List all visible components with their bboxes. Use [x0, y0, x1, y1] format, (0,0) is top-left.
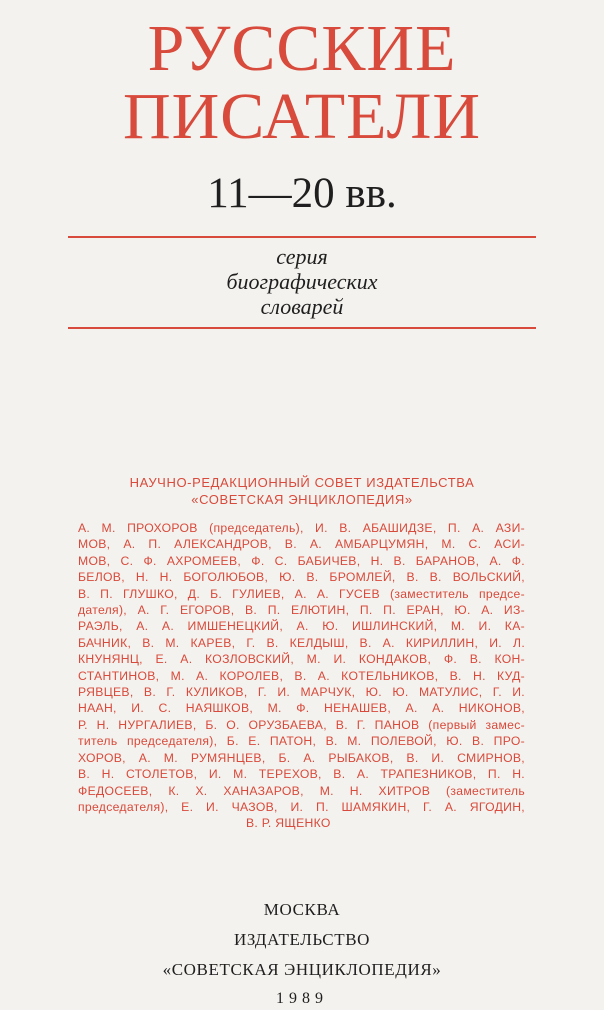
- members-line: А. М. ПРОХОРОВ (председатель), И. В. АБАШИДЗЕ, П. А. АЗИ-: [78, 521, 525, 535]
- members-line: В. Н. СТОЛЕТОВ, И. М. ТЕРЕХОВ, В. А. ТРАПЕЗНИКОВ, П. Н.: [78, 767, 525, 782]
- members-line: РАЭЛЬ, А. А. ИМШЕНЕЦКИЙ, А. Ю. ИШЛИНСКИЙ, М. И. КА-: [78, 619, 525, 634]
- members-line: НААН, И. С. НАЯШКОВ, М. Ф. НЕНАШЕВ, А. А. НИКОНОВ,: [78, 701, 525, 716]
- members-line: ХОРОВ, А. М. РУМЯНЦЕВ, Б. А. РЫБАКОВ, В. И. СМИРНОВ,: [78, 750, 525, 765]
- series-caption: [0, 244, 604, 319]
- members-line: МОВ, А. П. АЛЕКСАНДРОВ, В. А. АМБАРЦУМЯН, М. С. АСИ-: [78, 537, 525, 552]
- series-line-2: биографических: [226, 269, 378, 294]
- bottom-divider: [68, 327, 536, 329]
- main-title-line-2: ПИСАТЕЛИ: [122, 80, 482, 153]
- top-divider: [68, 236, 536, 238]
- main-title-line-1: РУССКИЕ: [147, 12, 457, 85]
- members-line: В. П. ГЛУШКО, Д. Б. ГУЛИЕВ, А. А. ГУСЕВ (заместитель предсе-: [78, 586, 525, 601]
- members-line: В. Р. ЯЩЕНКО: [246, 816, 331, 831]
- series-line-1: серия: [276, 244, 328, 269]
- members-line: дателя), А. Г. ЕГОРОВ, В. П. ЕЛЮТИН, П. П. ЕРАН, Ю. А. ИЗ-: [78, 603, 525, 618]
- council-heading-line-2: «СОВЕТСКАЯ ЭНЦИКЛОПЕДИЯ»: [191, 492, 413, 507]
- members-line: Р. Н. НУРГАЛИЕВ, Б. О. ОРУЗБАЕВА, В. Г. ПАНОВ (первый замес-: [78, 717, 525, 732]
- council-members: [78, 520, 525, 832]
- members-line: ФЕДОСЕЕВ, К. Х. ХАНАЗАРОВ, М. Н. ХИТРОВ (заместитель: [78, 783, 525, 798]
- publisher-name: «СОВЕТСКАЯ ЭНЦИКЛОПЕДИЯ»: [162, 960, 442, 979]
- members-line: СТАНТИНОВ, М. А. КОРОЛЕВ, В. А. КОТЕЛЬНИКОВ, В. Н. КУД-: [78, 668, 525, 683]
- publication-year: 1989: [276, 990, 328, 1007]
- members-line: БЕЛОВ, Н. Н. БОГОЛЮБОВ, Ю. В. БРОМЛЕЙ, В. В. ВОЛЬСКИЙ,: [78, 570, 525, 585]
- publisher-city: МОСКВА: [263, 900, 341, 919]
- members-line: МОВ, С. Ф. АХРОМЕЕВ, Ф. С. БАБИЧЕВ, Н. В. БАРАНОВ, А. Ф.: [78, 553, 525, 568]
- members-line: БАЧНИК, В. М. КАРЕВ, Г. В. КЕЛДЫШ, В. А. КИРИЛЛИН, И. Л.: [78, 635, 525, 650]
- publisher-label: ИЗДАТЕЛЬСТВО: [233, 930, 371, 949]
- members-line: председателя), Е. И. ЧАЗОВ, И. П. ШАМЯКИН, Г. А. ЯГОДИН,: [78, 799, 525, 814]
- members-line: титель председателя), Б. Е. ПАТОН, В. М. ПОЛЕВОЙ, Ю. В. ПРО-: [78, 734, 525, 749]
- series-line-3: словарей: [260, 294, 344, 319]
- members-line: КНУНЯНЦ, Е. А. КОЗЛОВСКИЙ, М. И. КОНДАКОВ, Ф. В. КОН-: [78, 652, 525, 667]
- council-heading: [0, 474, 604, 508]
- council-heading-line-1: НАУЧНО-РЕДАКЦИОННЫЙ СОВЕТ ИЗДАТЕЛЬСТВА: [129, 475, 475, 490]
- period-subtitle: 11—20 вв.: [207, 170, 397, 217]
- members-line: РЯВЦЕВ, В. Г. КУЛИКОВ, Г. И. МАРЧУК, Ю. Ю. МАТУЛИС, Г. И.: [78, 685, 525, 700]
